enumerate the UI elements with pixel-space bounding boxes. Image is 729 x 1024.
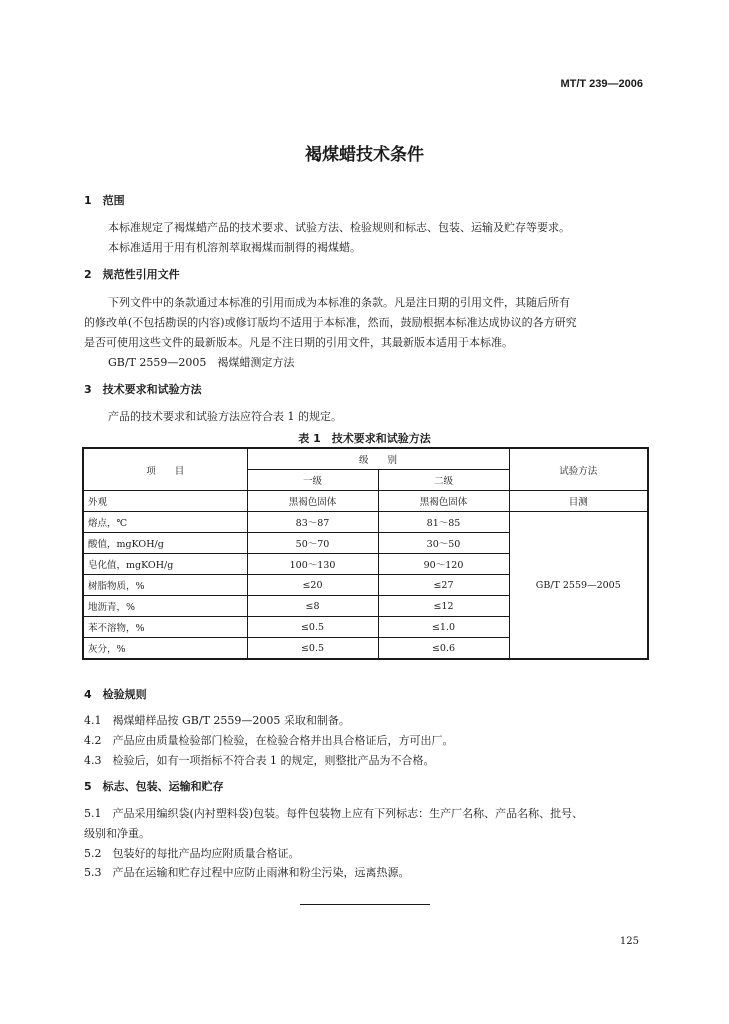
row-grade-1: ≤8 [247, 596, 378, 617]
row-item: 酸值，mgKOH/g [83, 533, 247, 554]
section-1-heading: 1 范围 [84, 194, 125, 207]
clause-4-2: 4.2 产品应由质量检验部门检验，在检验合格并出具合格证后，方可出厂。 [84, 734, 454, 747]
section-3-heading: 3 技术要求和试验方法 [84, 383, 202, 396]
row-method: 目测 [509, 491, 648, 512]
clause-5-1-line-2: 级别和净重。 [84, 827, 150, 840]
row-item: 地沥青，% [83, 596, 247, 617]
clause-5-3: 5.3 产品在运输和贮存过程中应防止雨淋和粉尘污染，远离热源。 [84, 866, 410, 879]
row-item: 外观 [83, 491, 247, 512]
section-1-paragraph-2: 本标准适用于用有机溶剂萃取褐煤而制得的褐煤蜡。 [108, 241, 361, 254]
row-item: 熔点，℃ [83, 512, 247, 533]
row-grade-1: 50～70 [247, 533, 378, 554]
section-2-line-1: 下列文件中的条款通过本标准的引用而成为本标准的条款。凡是注日期的引用文件，其随后所有 [108, 296, 570, 309]
clause-4-3: 4.3 检验后，如有一项指标不符合表 1 的规定，则整批产品为不合格。 [84, 754, 435, 767]
row-item: 苯不溶物，% [83, 617, 247, 638]
row-grade-2: 81～85 [378, 512, 509, 533]
header-item: 项 目 [83, 448, 247, 491]
clause-5-2: 5.2 包装好的每批产品均应附质量合格证。 [84, 847, 300, 860]
row-grade-2: ≤12 [378, 596, 509, 617]
section-5-heading: 5 标志、包装、运输和贮存 [84, 780, 224, 793]
header-grade-1: 一级 [247, 470, 378, 491]
section-1-paragraph-1: 本标准规定了褐煤蜡产品的技术要求、试验方法、检验规则和标志、包装、运输及贮存等要求。 [108, 221, 570, 234]
header-grade-2: 二级 [378, 470, 509, 491]
row-grade-1: 100～130 [247, 554, 378, 575]
clause-4-1: 4.1 褐煤蜡样品按 GB/T 2559—2005 采取和制备。 [84, 714, 350, 727]
merged-test-method: GB/T 2559—2005 [509, 512, 648, 660]
row-grade-1: ≤20 [247, 575, 378, 596]
row-grade-2: ≤0.6 [378, 638, 509, 660]
row-item: 皂化值，mgKOH/g [83, 554, 247, 575]
row-grade-1: ≤0.5 [247, 638, 378, 660]
row-grade-2: 30～50 [378, 533, 509, 554]
row-item: 灰分，% [83, 638, 247, 660]
section-3-paragraph: 产品的技术要求和试验方法应符合表 1 的规定。 [108, 410, 342, 423]
standard-code: MT/T 239—2006 [560, 78, 643, 90]
row-grade-2: ≤27 [378, 575, 509, 596]
table-row [83, 491, 648, 512]
row-item: 树脂物质，% [83, 575, 247, 596]
table-caption: 表 1 技术要求和试验方法 [298, 432, 431, 445]
normative-reference: GB/T 2559—2005 褐煤蜡测定方法 [108, 356, 295, 369]
end-rule [300, 904, 430, 905]
row-grade-2: ≤1.0 [378, 617, 509, 638]
row-grade-2: 90～120 [378, 554, 509, 575]
row-grade-1: 83～87 [247, 512, 378, 533]
section-2-heading: 2 规范性引用文件 [84, 268, 180, 281]
header-grade: 级 别 [247, 448, 509, 470]
row-grade-2: 黑褐色固体 [378, 491, 509, 512]
section-2-line-2: 的修改单(不包括勘误的内容)或修订版均不适用于本标准，然而，鼓励根据本标准达成协议的各方研究 [84, 316, 577, 329]
table-row [83, 512, 648, 533]
page-number: 125 [619, 936, 639, 947]
row-grade-1: 黑褐色固体 [247, 491, 378, 512]
section-2-line-3: 是否可使用这些文件的最新版本。凡是不注日期的引用文件，其最新版本适用于本标准。 [84, 336, 513, 349]
clause-5-1-line-1: 5.1 产品采用编织袋(内衬塑料袋)包装。每件包装物上应有下列标志：生产厂名称、产品名称、批号、 [84, 807, 584, 820]
header-test-method: 试验方法 [509, 448, 648, 491]
spec-table [82, 447, 649, 660]
row-grade-1: ≤0.5 [247, 617, 378, 638]
section-4-heading: 4 检验规则 [84, 688, 147, 701]
document-title: 褐煤蜡技术条件 [305, 145, 424, 165]
